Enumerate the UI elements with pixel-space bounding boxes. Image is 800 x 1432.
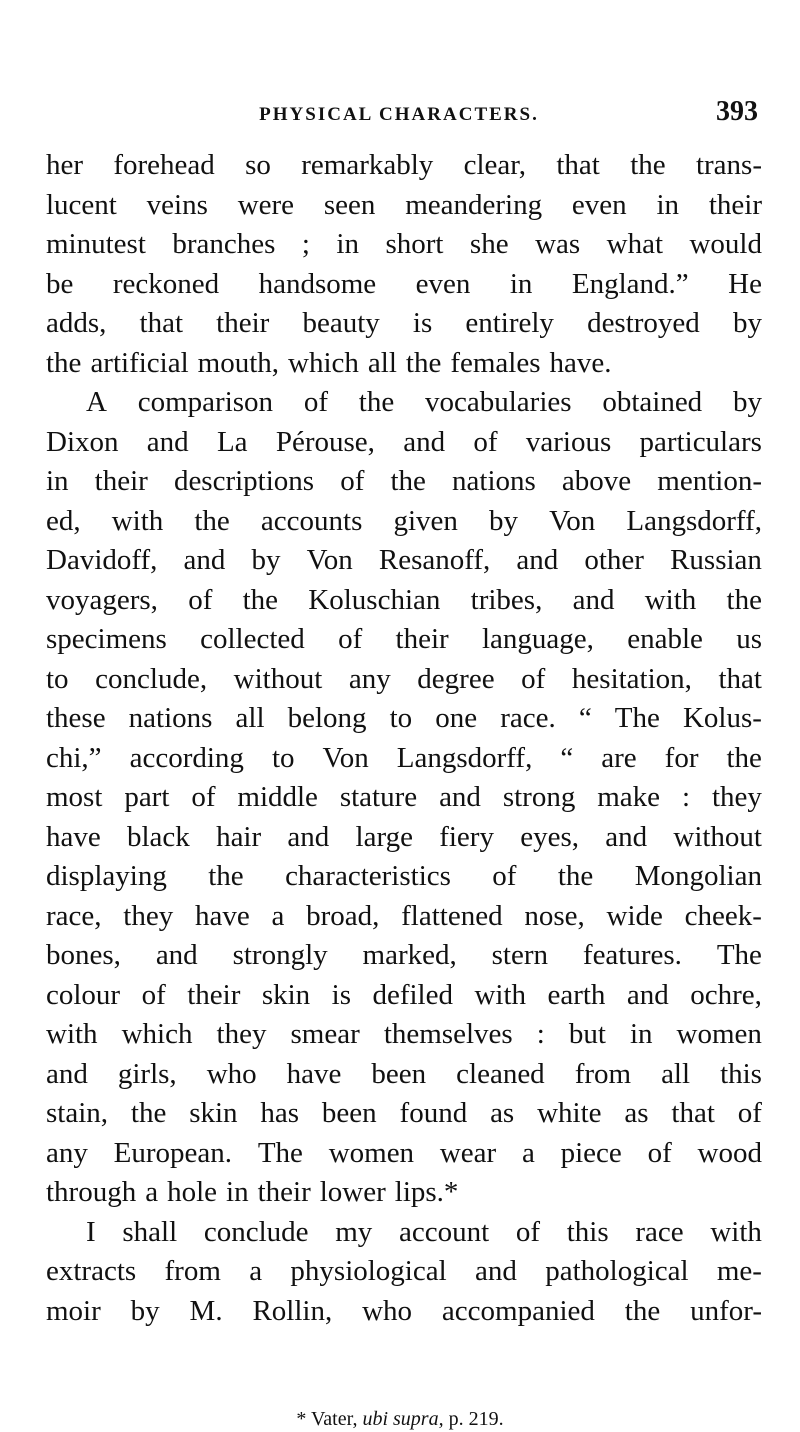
text-line: I shall conclude my account of this race with bbox=[86, 1215, 762, 1248]
text-line: stain, the skin has been found as white as that of bbox=[46, 1097, 762, 1129]
text-line: race, they have a broad, flattened nose, wide cheek- bbox=[46, 899, 762, 932]
running-head bbox=[40, 96, 758, 136]
text-line: minutest branches ; in short she was what would bbox=[46, 228, 762, 260]
text-line: displaying the characteristics of the Mongolian bbox=[46, 860, 762, 892]
text-line: any European. The women wear a piece of wood bbox=[46, 1136, 762, 1169]
text-line: Davidoff, and by Von Resanoff, and other Russian bbox=[46, 544, 762, 576]
text-line: her forehead so remarkably clear, that the trans- bbox=[46, 149, 762, 181]
text-line: with which they smear themselves : but in women bbox=[46, 1018, 762, 1050]
text-line: adds, that their beauty is entirely destroyed by bbox=[46, 307, 762, 339]
text-line: bones, and strongly marked, stern features. The bbox=[46, 939, 762, 971]
footnote-page: p. 219. bbox=[448, 1408, 504, 1430]
footnote-citation: ubi supra, bbox=[362, 1408, 444, 1430]
text-line: these nations all belong to one race. “ The Kolus- bbox=[46, 702, 762, 734]
text-line: be reckoned handsome even in England.” He bbox=[46, 267, 762, 300]
page-number: 393 bbox=[716, 96, 758, 127]
text-line: and girls, who have been cleaned from all this bbox=[46, 1057, 762, 1090]
text-line: to conclude, without any degree of hesitation, that bbox=[46, 662, 762, 695]
text-line: lucent veins were seen meandering even in their bbox=[46, 188, 762, 221]
text-line: ed, with the accounts given by Von Langsdorff, bbox=[46, 504, 762, 537]
text-line: the artificial mouth, which all the females have. bbox=[46, 346, 612, 379]
paragraph bbox=[46, 1213, 762, 1332]
footnote-marker: * bbox=[296, 1408, 307, 1430]
body-text bbox=[46, 146, 762, 1331]
running-head-title: PHYSICAL CHARACTERS. bbox=[259, 104, 539, 125]
text-line: chi,” according to Von Langsdorff, “ are for the bbox=[46, 741, 762, 774]
footnote-author: Vater, bbox=[311, 1408, 358, 1430]
text-line: most part of middle stature and strong make : they bbox=[46, 781, 762, 813]
text-line: specimens collected of their language, enable us bbox=[46, 623, 762, 655]
text-line: A comparison of the vocabularies obtained by bbox=[86, 386, 762, 418]
footnote bbox=[0, 1408, 800, 1432]
text-line: Dixon and La Pérouse, and of various particulars bbox=[46, 425, 762, 458]
paragraph bbox=[46, 146, 762, 383]
text-line: through a hole in their lower lips.* bbox=[46, 1176, 459, 1208]
text-line: have black hair and large fiery eyes, and without bbox=[46, 820, 762, 853]
text-line: voyagers, of the Koluschian tribes, and with the bbox=[46, 583, 762, 616]
text-line: colour of their skin is defiled with earth and ochre, bbox=[46, 978, 762, 1011]
text-line: extracts from a physiological and pathological me- bbox=[46, 1255, 762, 1287]
text-line: moir by M. Rollin, who accompanied the unfor- bbox=[46, 1294, 762, 1327]
text-line: in their descriptions of the nations above mention- bbox=[46, 465, 762, 497]
paragraph bbox=[46, 383, 762, 1213]
